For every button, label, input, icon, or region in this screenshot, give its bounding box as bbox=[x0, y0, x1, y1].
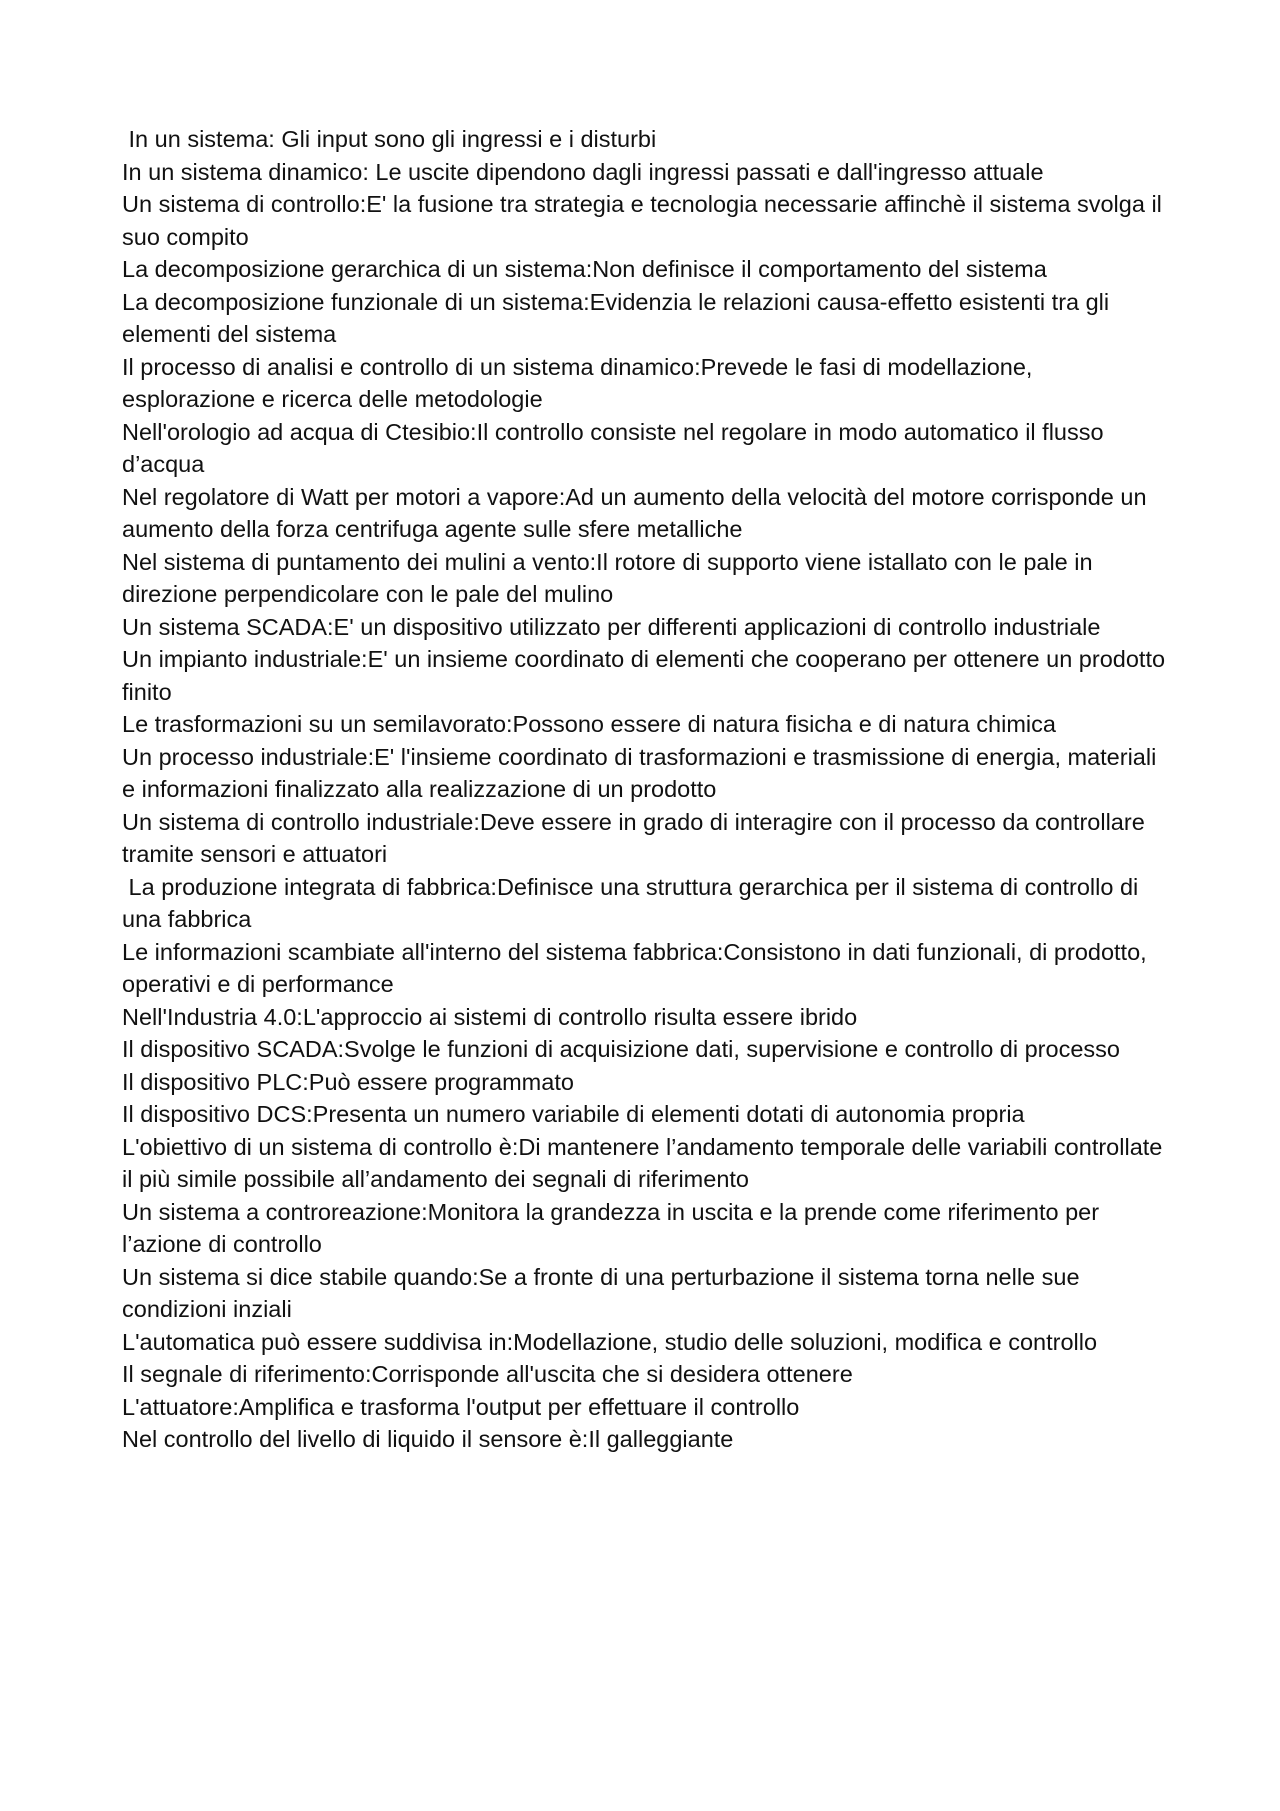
text-line: Un impianto industriale:E' un insieme coordinato di elementi che cooperano per ottenere un prodotto finito bbox=[122, 646, 1172, 705]
text-line: Un sistema SCADA:E' un dispositivo utilizzato per differenti applicazioni di controllo industriale bbox=[122, 613, 1101, 640]
text-line: Il dispositivo PLC:Può essere programmato bbox=[122, 1068, 574, 1095]
text-line: Il dispositivo SCADA:Svolge le funzioni di acquisizione dati, supervisione e controllo di processo bbox=[122, 1036, 1120, 1062]
text-line: La decomposizione funzionale di un sistema:Evidenzia le relazioni causa-effetto esistenti tra gli elementi del sistema bbox=[122, 288, 1116, 347]
text-line: Il processo di analisi e controllo di un sistema dinamico:Prevede le fasi di modellazione, esplorazione e ricerca delle metodologie bbox=[122, 353, 1039, 412]
text-line: Un processo industriale:E' l'insieme coordinato di trasformazioni e trasmissione di energia, materiali e informazioni finalizzato alla realizzazione di un prodotto bbox=[122, 743, 1163, 802]
text-line: Le informazioni scambiate all'interno del sistema fabbrica:Consistono in dati funzionali, di prodotto, operativi e di performance bbox=[122, 938, 1154, 997]
document-body bbox=[122, 123, 1172, 1456]
text-line: Il dispositivo DCS:Presenta un numero variabile di elementi dotati di autonomia propria bbox=[122, 1101, 1025, 1127]
text-line: L'automatica può essere suddivisa in:Modellazione, studio delle soluzioni, modifica e controllo bbox=[122, 1328, 1098, 1355]
text-line: Un sistema di controllo:E' la fusione tra strategia e tecnologia necessarie affinchè il sistema svolga il suo compito bbox=[122, 191, 1169, 250]
text-line: L'attuatore:Amplifica e trasforma l'output per effettuare il controllo bbox=[122, 1393, 800, 1420]
text-line: Nel controllo del livello di liquido il sensore è:Il galleggiante bbox=[122, 1426, 734, 1452]
text-line: La decomposizione gerarchica di un sistema:Non definisce il comportamento del sistema bbox=[122, 256, 1047, 282]
text-line: Un sistema di controllo industriale:Deve essere in grado di interagire con il processo da controllare tramite sensori e attuatori bbox=[122, 808, 1152, 867]
text-line: L'obiettivo di un sistema di controllo è:Di mantenere l’andamento temporale delle variabili controllate il più simile possibile all’andamento dei segnali di riferimento bbox=[122, 1133, 1169, 1192]
text-line: Un sistema a controreazione:Monitora la grandezza in uscita e la prende come riferimento per l’azione di controllo bbox=[122, 1198, 1106, 1257]
text-line: Nel regolatore di Watt per motori a vapore:Ad un aumento della velocità del motore corrisponde un aumento della forza centrifuga agente sulle sfere metalliche bbox=[122, 483, 1154, 542]
text-line: In un sistema dinamico: Le uscite dipendono dagli ingressi passati e dall'ingresso attuale bbox=[122, 158, 1044, 185]
text-line: Nel sistema di puntamento dei mulini a vento:Il rotore di supporto viene istallato con le pale in direzione perpendicolare con le pale del mulino bbox=[122, 548, 1100, 607]
text-line: Nell'orologio ad acqua di Ctesibio:Il controllo consiste nel regolare in modo automatico il flusso d’acqua bbox=[122, 418, 1111, 477]
text-line: Il segnale di riferimento:Corrisponde all'uscita che si desidera ottenere bbox=[122, 1361, 853, 1387]
text-line: Le trasformazioni su un semilavorato:Possono essere di natura fisicha e di natura chimica bbox=[122, 711, 1056, 737]
text-line: La produzione integrata di fabbrica:Definisce una struttura gerarchica per il sistema di controllo di una fabbrica bbox=[122, 873, 1145, 932]
text-line: Un sistema si dice stabile quando:Se a fronte di una perturbazione il sistema torna nelle sue condizioni inziali bbox=[122, 1263, 1087, 1322]
text-line: Nell'Industria 4.0:L'approccio ai sistemi di controllo risulta essere ibrido bbox=[122, 1003, 858, 1030]
text-line: In un sistema: Gli input sono gli ingressi e i disturbi bbox=[122, 126, 657, 152]
